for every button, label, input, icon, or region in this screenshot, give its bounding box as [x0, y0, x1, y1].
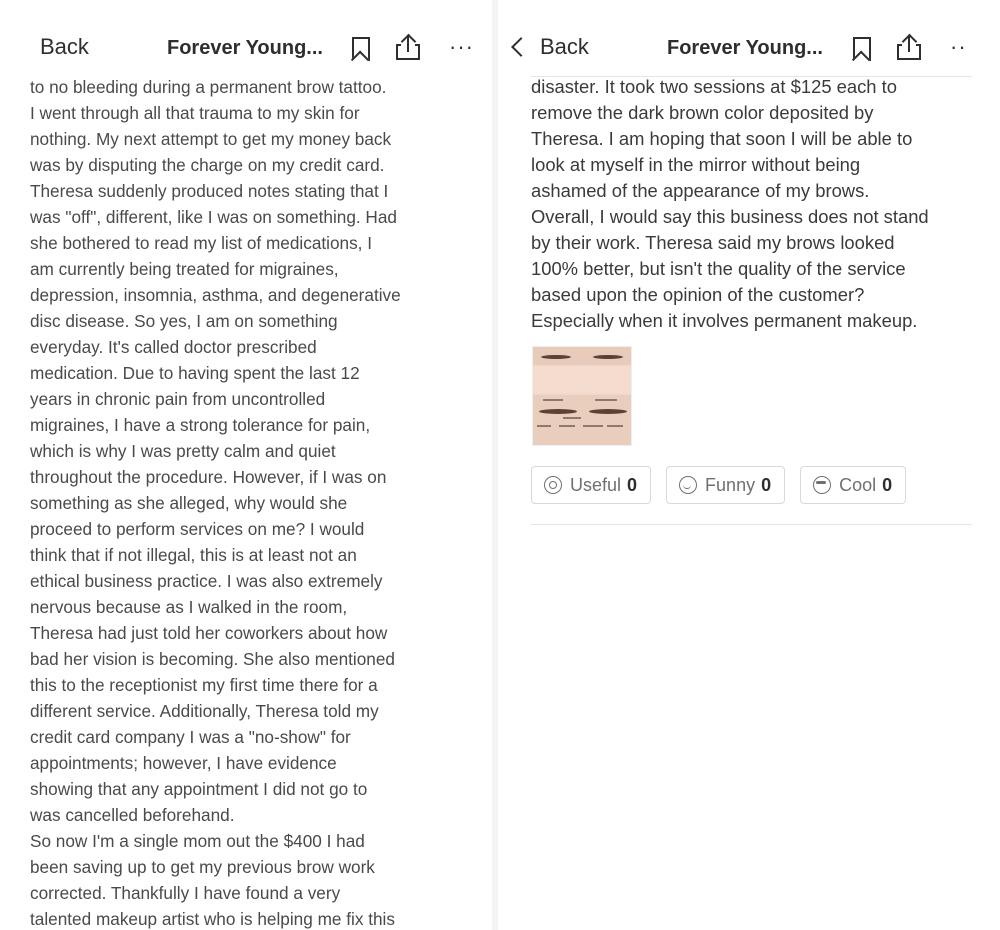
- review-text-line: Theresa had just told her coworkers about how: [30, 623, 388, 643]
- review-text-line: depression, insomnia, asthma, and degenerative: [30, 285, 401, 305]
- review-text: [30, 74, 401, 930]
- review-text-line: Especially when it involves permanent makeup.: [531, 310, 918, 331]
- review-text-line: disc disease. So yes, I am on something: [30, 311, 338, 331]
- section-separator: [531, 524, 972, 525]
- nav-bar: [0, 22, 488, 76]
- review-text-line: bad her vision is becoming. She also mentioned: [30, 649, 395, 669]
- review-text-line: years in chronic pain from uncontrolled: [30, 389, 326, 409]
- review-text-line: everyday. It's called doctor prescribed: [30, 337, 317, 357]
- review-photo-thumbnail[interactable]: [532, 346, 632, 446]
- nav-bar: [502, 22, 1000, 76]
- review-text: [531, 74, 929, 334]
- review-text-line: something as she alleged, why would she: [30, 493, 348, 513]
- review-text-line: ashamed of the appearance of my brows.: [531, 180, 870, 201]
- review-text-line: showing that any appointment I did not go to: [30, 779, 368, 799]
- review-text-line: corrected. Thankfully I have found a very: [30, 883, 341, 903]
- review-text-line: been saving up to get my previous brow work: [30, 857, 375, 877]
- review-text-line: ethical business practice. I was also extremely: [30, 571, 383, 591]
- divider: [492, 0, 498, 930]
- review-text-line: this to the receptionist my first time there for a: [30, 675, 378, 695]
- review-text-line: proceed to perform services on me? I would: [30, 519, 365, 539]
- review-text-line: Overall, I would say this business does not stand: [531, 206, 929, 227]
- left-screenshot: [0, 0, 488, 930]
- review-text-line: medication. Due to having spent the last 12: [30, 363, 360, 383]
- funny-icon: [679, 476, 697, 494]
- reaction-label: Cool: [839, 474, 877, 495]
- more-options-icon[interactable]: ··: [950, 34, 967, 59]
- share-icon[interactable]: [897, 34, 921, 60]
- page-title: Forever Young...: [167, 37, 323, 59]
- reaction-count: 0: [761, 474, 772, 495]
- review-text-line: nervous because as I walked in the room,: [30, 597, 348, 617]
- review-text-line: am currently being treated for migraines,: [30, 259, 339, 279]
- review-text-line: I went through all that trauma to my skin for: [30, 103, 360, 123]
- review-text-line: based upon the opinion of the customer?: [531, 284, 865, 305]
- page-title: Forever Young...: [667, 37, 823, 59]
- bookmark-icon[interactable]: [853, 37, 871, 61]
- review-text-line: different service. Additionally, Theresa told my: [30, 701, 379, 721]
- review-text-line: talented makeup artist who is helping me fix this: [30, 909, 395, 929]
- review-text-line: 100% better, but isn't the quality of the service: [531, 258, 906, 279]
- useful-button[interactable]: [531, 466, 651, 504]
- review-text-line: to no bleeding during a permanent brow tattoo.: [30, 77, 387, 97]
- chevron-left-icon: [511, 37, 531, 57]
- right-screenshot: [502, 0, 1000, 930]
- back-label: Back: [540, 34, 589, 59]
- review-text-line: throughout the procedure. However, if I was on: [30, 467, 387, 487]
- more-options-icon[interactable]: ···: [449, 34, 474, 59]
- review-text-line: nothing. My next attempt to get my money back: [30, 129, 392, 149]
- review-text-line: was "off", different, like I was on something. Had: [30, 207, 397, 227]
- share-icon[interactable]: [396, 34, 420, 60]
- review-text-line: credit card company I was a "no-show" for: [30, 727, 351, 747]
- review-text-line: she bothered to read my list of medications, I: [30, 233, 373, 253]
- review-text-line: look at myself in the mirror without being: [531, 154, 861, 175]
- useful-icon: [544, 476, 562, 494]
- review-text-line: disaster. It took two sessions at $125 each to: [531, 76, 897, 97]
- review-text-line: appointments; however, I have evidence: [30, 753, 337, 773]
- funny-button[interactable]: [666, 466, 785, 504]
- reaction-buttons: [531, 466, 906, 504]
- review-text-line: So now I'm a single mom out the $400 I had: [30, 831, 365, 851]
- reaction-label: Funny: [705, 474, 756, 495]
- review-text-line: think that if not illegal, this is at least not an: [30, 545, 357, 565]
- review-text-line: which is why I was pretty calm and quiet: [30, 441, 336, 461]
- review-text-line: migraines, I have a strong tolerance for pain,: [30, 415, 371, 435]
- reaction-label: Useful: [570, 474, 622, 495]
- back-button[interactable]: [508, 34, 589, 60]
- cool-button[interactable]: [800, 466, 906, 504]
- review-text-line: Theresa. I am hoping that soon I will be able to: [531, 128, 913, 149]
- back-button[interactable]: [40, 34, 89, 60]
- review-text-line: by their work. Theresa said my brows looked: [531, 232, 895, 253]
- reaction-count: 0: [627, 474, 638, 495]
- review-text-line: remove the dark brown color deposited by: [531, 102, 874, 123]
- reaction-count: 0: [882, 474, 893, 495]
- back-label: Back: [40, 34, 89, 59]
- cool-icon: [813, 476, 831, 494]
- review-text-line: was by disputing the charge on my credit card.: [30, 155, 385, 175]
- review-text-line: was cancelled beforehand.: [30, 805, 235, 825]
- bookmark-icon[interactable]: [352, 37, 370, 61]
- review-text-line: Theresa suddenly produced notes stating that I: [30, 181, 389, 201]
